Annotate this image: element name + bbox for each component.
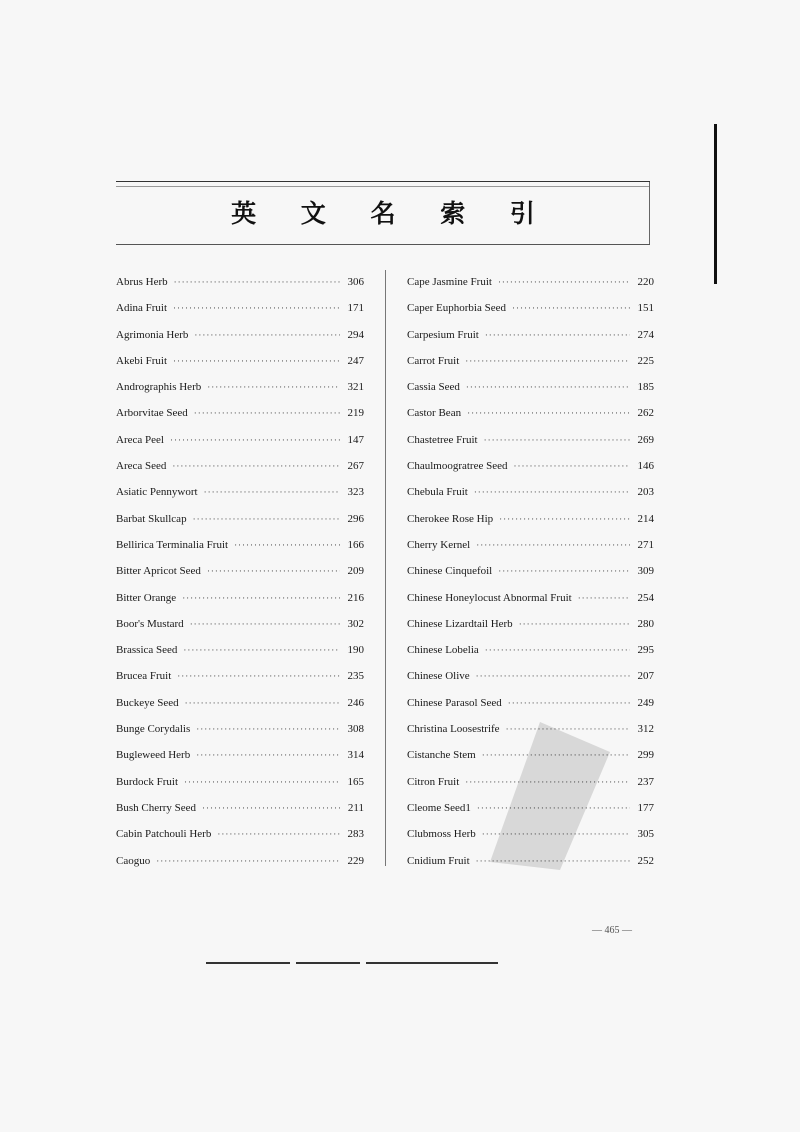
index-entry xyxy=(116,716,364,742)
entry-page-number: 147 xyxy=(347,433,364,446)
dot-leader xyxy=(172,453,340,479)
dot-leader xyxy=(519,611,630,637)
entry-page-number: 267 xyxy=(347,460,364,473)
entry-name: Cabin Patchouli Herb xyxy=(116,828,212,841)
entry-page-number: 283 xyxy=(347,828,364,841)
watermark-seal xyxy=(470,712,620,872)
entry-page-number: 308 xyxy=(347,723,364,736)
entry-name: Akebi Fruit xyxy=(116,354,168,367)
entry-name: Burdock Fruit xyxy=(116,775,179,788)
entry-name: Cnidium Fruit xyxy=(407,854,470,867)
dot-leader xyxy=(193,506,340,532)
dot-leader xyxy=(498,269,630,295)
entry-name: Caoguo xyxy=(116,854,151,867)
entry-name: Chinese Lobelia xyxy=(407,644,479,657)
dot-leader xyxy=(485,637,630,663)
index-entry xyxy=(116,663,364,689)
entry-page-number: 229 xyxy=(347,854,364,867)
entry-page-number: 146 xyxy=(637,460,654,473)
dot-leader xyxy=(217,821,340,847)
dot-leader xyxy=(194,400,340,426)
dot-leader xyxy=(467,400,630,426)
dot-leader xyxy=(578,585,630,611)
entry-name: Citron Fruit xyxy=(407,775,460,788)
dot-leader xyxy=(512,295,630,321)
entry-name: Chinese Honeylocust Abnormal Fruit xyxy=(407,591,572,604)
index-entry xyxy=(407,558,654,584)
entry-name: Chaulmoogratree Seed xyxy=(407,460,508,473)
index-entry xyxy=(116,453,364,479)
entry-name: Abrus Herb xyxy=(116,276,168,288)
entry-page-number: 247 xyxy=(347,354,364,367)
index-column-left xyxy=(116,269,364,874)
entry-page-number: 216 xyxy=(347,591,364,604)
entry-page-number: 302 xyxy=(347,617,364,630)
dot-leader xyxy=(234,532,340,558)
entry-page-number: 211 xyxy=(347,801,364,814)
entry-name: Asiatic Pennywort xyxy=(116,486,198,499)
index-entry xyxy=(407,269,654,295)
entry-page-number: 203 xyxy=(637,486,654,499)
entry-name: Bellirica Terminalia Fruit xyxy=(116,538,229,551)
dot-leader xyxy=(207,374,340,400)
entry-page-number: 220 xyxy=(637,276,654,288)
index-entry xyxy=(407,506,654,532)
entry-name: Buckeye Seed xyxy=(116,696,179,709)
index-entry xyxy=(116,532,364,558)
index-entry xyxy=(116,611,364,637)
dot-leader xyxy=(173,295,340,321)
entry-page-number: 246 xyxy=(347,696,364,709)
entry-name: Castor Bean xyxy=(407,407,462,420)
entry-name: Cherokee Rose Hip xyxy=(407,512,494,525)
index-entry xyxy=(407,322,654,348)
entry-name: Bugleweed Herb xyxy=(116,749,191,762)
entry-name: Cape Jasmine Fruit xyxy=(407,276,492,288)
dot-leader xyxy=(498,558,630,584)
index-entry xyxy=(407,348,654,374)
entry-name: Bitter Apricot Seed xyxy=(116,565,201,578)
dot-leader xyxy=(173,348,340,374)
dot-leader xyxy=(177,663,340,689)
index-entry xyxy=(407,637,654,663)
entry-page-number: 249 xyxy=(637,696,654,709)
footer-rule-3 xyxy=(366,962,498,964)
entry-page-number: 309 xyxy=(637,565,654,578)
entry-name: Christina Loosestrife xyxy=(407,723,500,736)
margin-edge-bar xyxy=(714,124,717,284)
index-entry xyxy=(116,506,364,532)
entry-name: Bunge Corydalis xyxy=(116,723,191,736)
index-entry xyxy=(116,374,364,400)
entry-name: Barbat Skullcap xyxy=(116,512,187,525)
entry-name: Chebula Fruit xyxy=(407,486,468,499)
entry-name: Caper Euphorbia Seed xyxy=(407,302,506,315)
index-entry xyxy=(116,769,364,795)
entry-page-number: 219 xyxy=(347,407,364,420)
page-number: — 465 — xyxy=(592,925,632,936)
entry-page-number: 214 xyxy=(637,512,654,525)
dot-leader xyxy=(196,716,340,742)
dot-leader xyxy=(476,532,630,558)
entry-page-number: 237 xyxy=(637,775,654,788)
entry-page-number: 252 xyxy=(637,854,654,867)
entry-page-number: 314 xyxy=(347,749,364,762)
entry-name: Cistanche Stem xyxy=(407,749,476,762)
index-entry xyxy=(116,479,364,505)
footer-rule-2 xyxy=(296,962,360,964)
dot-leader xyxy=(514,453,631,479)
entry-name: Areca Peel xyxy=(116,433,164,446)
entry-page-number: 207 xyxy=(637,670,654,683)
index-entry xyxy=(116,427,364,453)
dot-leader xyxy=(170,427,340,453)
entry-name: Chinese Cinquefoil xyxy=(407,565,493,578)
entry-page-number: 225 xyxy=(637,354,654,367)
entry-name: Clubmoss Herb xyxy=(407,828,476,841)
dot-leader xyxy=(183,637,340,663)
dot-leader xyxy=(190,611,340,637)
entry-page-number: 274 xyxy=(637,328,654,341)
dot-leader xyxy=(207,558,340,584)
dot-leader xyxy=(202,795,340,821)
index-entry xyxy=(407,427,654,453)
index-entry xyxy=(407,400,654,426)
entry-page-number: 305 xyxy=(637,828,654,841)
entry-page-number: 323 xyxy=(347,486,364,499)
entry-page-number: 294 xyxy=(347,328,364,341)
dot-leader xyxy=(182,585,340,611)
entry-name: Boor's Mustard xyxy=(116,617,184,630)
entry-name: Adina Fruit xyxy=(116,302,168,315)
entry-page-number: 235 xyxy=(347,670,364,683)
entry-page-number: 269 xyxy=(637,433,654,446)
entry-page-number: 296 xyxy=(347,512,364,525)
index-entry xyxy=(116,742,364,768)
entry-page-number: 280 xyxy=(637,617,654,630)
entry-name: Chastetree Fruit xyxy=(407,433,478,446)
title-inner-rule xyxy=(116,186,650,187)
index-entry xyxy=(116,821,364,847)
entry-name: Chinese Olive xyxy=(407,670,470,683)
entry-page-number: 321 xyxy=(347,381,364,394)
column-divider xyxy=(385,270,386,866)
entry-page-number: 295 xyxy=(637,644,654,657)
entry-page-number: 271 xyxy=(637,538,654,551)
entry-name: Brucea Fruit xyxy=(116,670,172,683)
index-entry xyxy=(407,611,654,637)
dot-leader xyxy=(204,479,340,505)
dot-leader xyxy=(185,690,340,716)
entry-name: Chinese Lizardtail Herb xyxy=(407,617,513,630)
dot-leader xyxy=(474,479,630,505)
index-entry xyxy=(407,295,654,321)
entry-name: Cherry Kernel xyxy=(407,538,471,551)
footer-rule-1 xyxy=(206,962,290,964)
index-entry xyxy=(116,322,364,348)
title-banner xyxy=(116,181,650,245)
dot-leader xyxy=(184,769,340,795)
entry-name: Areca Seed xyxy=(116,460,167,473)
entry-name: Cassia Seed xyxy=(407,381,460,394)
dot-leader xyxy=(485,322,630,348)
index-entry xyxy=(116,795,364,821)
index-entry xyxy=(116,558,364,584)
entry-page-number: 306 xyxy=(347,276,364,288)
entry-name: Brassica Seed xyxy=(116,644,178,657)
index-entry xyxy=(116,637,364,663)
index-entry xyxy=(407,532,654,558)
dot-leader xyxy=(156,848,340,874)
entry-name: Cleome Seed1 xyxy=(407,801,471,814)
entry-page-number: 209 xyxy=(347,565,364,578)
index-entry xyxy=(407,374,654,400)
index-entry xyxy=(407,585,654,611)
entry-name: Carpesium Fruit xyxy=(407,328,479,341)
entry-page-number: 166 xyxy=(347,538,364,551)
entry-page-number: 254 xyxy=(637,591,654,604)
dot-leader xyxy=(465,348,630,374)
entry-page-number: 262 xyxy=(637,407,654,420)
dot-leader xyxy=(499,506,630,532)
page-title: 英 文 名 索 引 xyxy=(231,199,553,228)
index-entry xyxy=(116,348,364,374)
entry-page-number: 299 xyxy=(637,749,654,762)
index-entry xyxy=(116,848,364,874)
entry-page-number: 185 xyxy=(637,381,654,394)
index-entry xyxy=(407,479,654,505)
index-entry xyxy=(116,269,364,295)
entry-name: Chinese Parasol Seed xyxy=(407,696,502,709)
entry-page-number: 151 xyxy=(637,302,654,315)
entry-name: Andrographis Herb xyxy=(116,381,202,394)
entry-name: Bitter Orange xyxy=(116,591,177,604)
entry-name: Arborvitae Seed xyxy=(116,407,188,420)
entry-name: Agrimonia Herb xyxy=(116,328,189,341)
index-entry xyxy=(116,690,364,716)
index-entry xyxy=(116,295,364,321)
entry-page-number: 165 xyxy=(347,775,364,788)
index-entry xyxy=(407,663,654,689)
entry-name: Carrot Fruit xyxy=(407,354,460,367)
dot-leader xyxy=(196,742,340,768)
index-entry xyxy=(116,400,364,426)
entry-page-number: 171 xyxy=(347,302,364,315)
dot-leader xyxy=(466,374,630,400)
entry-name: Bush Cherry Seed xyxy=(116,801,197,814)
entry-page-number: 177 xyxy=(637,801,654,814)
dot-leader xyxy=(174,269,340,295)
dot-leader xyxy=(194,322,340,348)
entry-page-number: 312 xyxy=(637,723,654,736)
index-entry xyxy=(407,453,654,479)
dot-leader xyxy=(484,427,630,453)
index-entry xyxy=(116,585,364,611)
entry-page-number: 190 xyxy=(347,644,364,657)
dot-leader xyxy=(476,663,630,689)
